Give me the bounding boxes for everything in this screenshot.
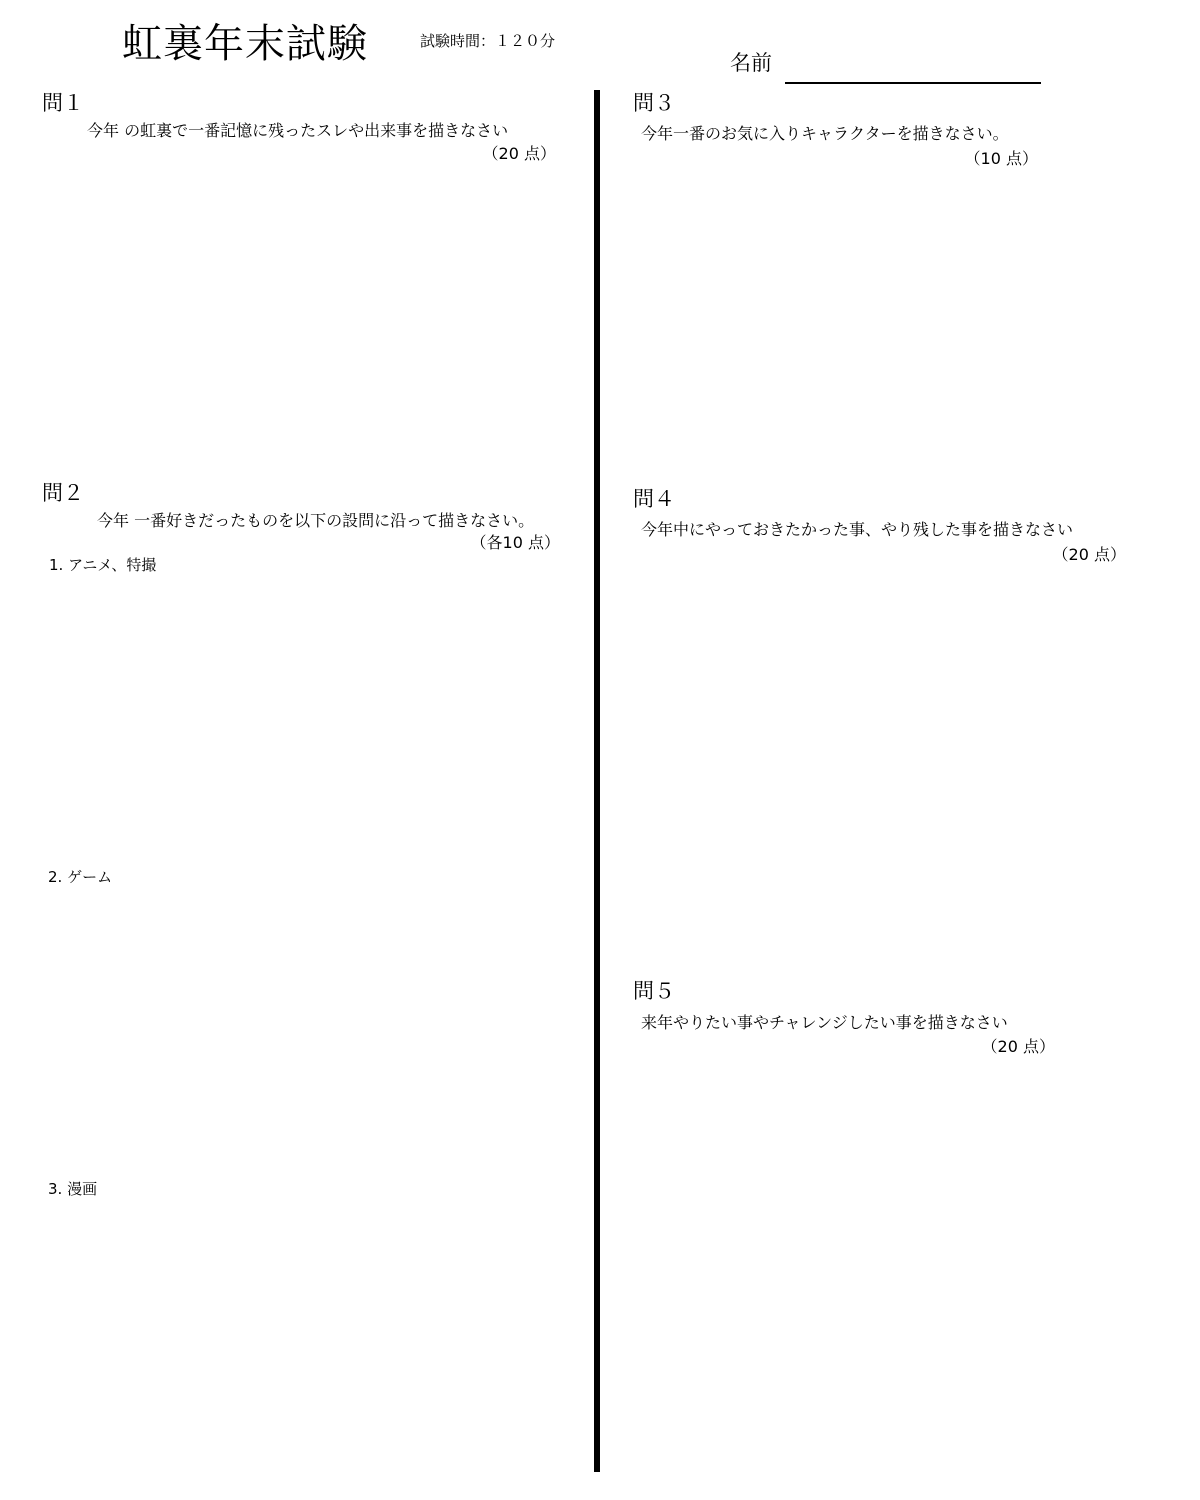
name-label: 名前	[730, 51, 772, 75]
question-2-points: （各10 点）	[470, 533, 560, 552]
question-2-sub-game: 2. ゲーム	[48, 868, 113, 886]
question-5-points: （20 点）	[981, 1037, 1055, 1056]
question-1-label: 問１	[42, 91, 84, 115]
question-2-text: 今年 一番好きだったものを以下の設問に沿って描きなさい。	[97, 511, 535, 530]
question-4-label: 問４	[633, 487, 675, 511]
question-5-label: 問５	[633, 979, 675, 1003]
question-1-text: 今年 の虹裏で一番記憶に残ったスレや出来事を描きなさい	[87, 121, 509, 140]
column-divider	[594, 90, 600, 1472]
question-5-text: 来年やりたい事やチャレンジしたい事を描きなさい	[641, 1013, 1008, 1032]
question-3-text: 今年一番のお気に入りキャラクターを描きなさい。	[641, 124, 1009, 143]
question-4-points: （20 点）	[1052, 545, 1126, 564]
exam-title: 虹裏年末試験	[122, 21, 368, 67]
question-1-points: （20 点）	[482, 144, 556, 163]
question-4-text: 今年中にやっておきたかった事、やり残した事を描きなさい	[641, 520, 1074, 539]
name-answer-line	[785, 82, 1041, 84]
question-3-label: 問３	[633, 91, 675, 115]
question-2-sub-manga: 3. 漫画	[48, 1180, 98, 1198]
question-3-points: （10 点）	[964, 149, 1038, 168]
question-2-sub-anime: 1. アニメ、特撮	[49, 556, 157, 574]
exam-time-label: 試験時間：１２０分	[420, 32, 556, 50]
question-2-label: 問２	[42, 481, 84, 505]
